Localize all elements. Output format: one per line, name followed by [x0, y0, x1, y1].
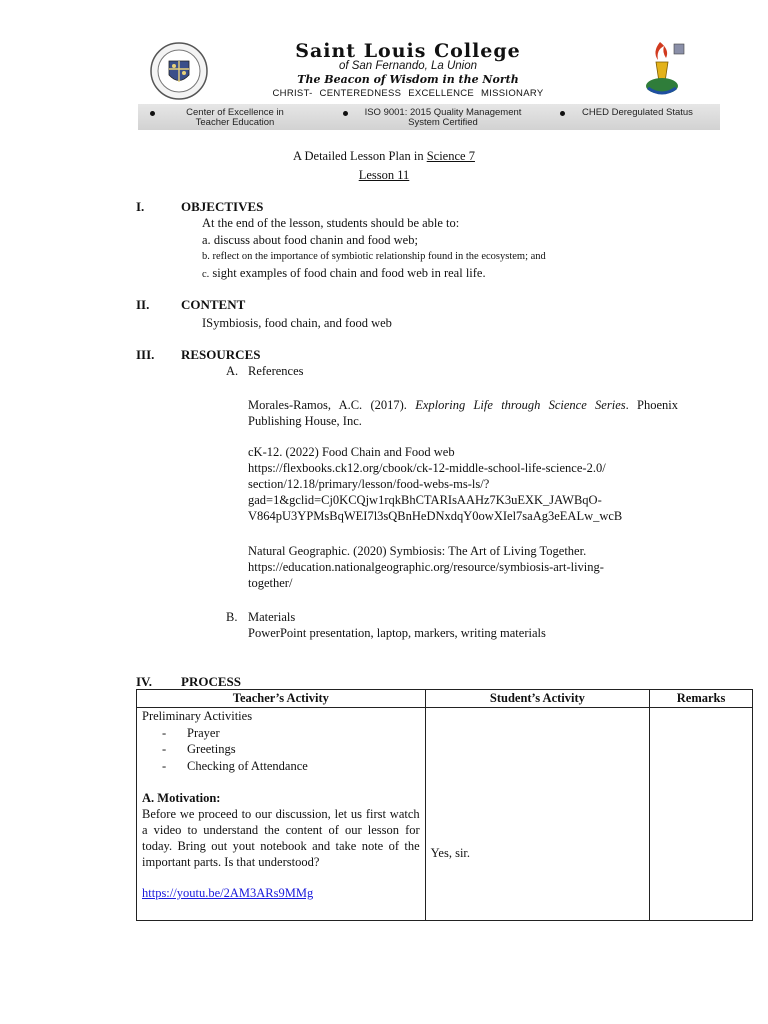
content-numeral: II.	[136, 297, 150, 312]
reference-national-geographic: Natural Geographic. (2020) Symbiosis: The Art of Living Together. https://education.nationalgeographic.org/resource/symbiosis-art-living- together/	[248, 544, 604, 590]
table-row	[137, 708, 753, 921]
student-activity-cell	[425, 708, 649, 921]
materials-title: Materials	[248, 610, 296, 624]
badge-center-of-excellence: Center of Excellence in Teacher Education	[170, 108, 300, 128]
bullet-icon	[343, 111, 348, 116]
motivation-text: Before we proceed to our discussion, let us first watch a video to understand the content of our lesson for today. Bring out yout notebook and take note of the important parts. Is that understood?	[142, 807, 420, 869]
column-header-student: Student’s Activity	[425, 690, 649, 708]
college-core-values: CHRIST- CENTEREDNESS EXCELLENCE MISSIONARY	[272, 88, 544, 99]
references-label: A.	[226, 364, 239, 378]
video-link[interactable]: https://youtu.be/2AM3ARs9MMg	[142, 886, 314, 900]
list-item: - Prayer	[162, 725, 220, 740]
lesson-plan-title: A Detailed Lesson Plan in Science 7	[293, 149, 475, 163]
objective-item: a. discuss about food chanin and food web;	[202, 233, 418, 247]
school-seal-logo	[150, 42, 208, 100]
bullet-icon	[560, 111, 565, 116]
torch-emblem-logo	[634, 38, 690, 102]
references-title: References	[248, 364, 304, 378]
content-topics: ISymbiosis, food chain, and food web	[202, 316, 392, 330]
badge-ched-status: CHED Deregulated Status	[580, 108, 695, 118]
materials-label: B.	[226, 610, 238, 624]
process-heading: PROCESS	[181, 674, 241, 689]
subject-name: Science 7	[426, 149, 475, 163]
objectives-intro: At the end of the lesson, students should be able to:	[202, 216, 460, 230]
resources-numeral: III.	[136, 347, 155, 362]
preliminary-activities-label: Preliminary Activities	[142, 709, 253, 723]
column-header-teacher: Teacher’s Activity	[137, 690, 426, 708]
process-table	[136, 689, 753, 921]
lesson-number: Lesson 11	[358, 168, 410, 182]
college-name: Saint Louis College	[295, 40, 521, 62]
badge-iso-certified: ISO 9001: 2015 Quality Management System Certified	[363, 108, 523, 128]
objective-item: b. reflect on the importance of symbiotic relationship found in the ecosystem; and	[202, 251, 546, 262]
column-header-remarks: Remarks	[650, 690, 753, 708]
remarks-cell	[650, 708, 753, 921]
reference-ck12: cK-12. (2022) Food Chain and Food web https://flexbooks.ck12.org/cbook/ck-12-middle-school-life-science-2.0/ section/12.18/primary/lesson/food-webs-ms-ls/? gad=1&gclid=Cj0KCQjw1rqkBhCTARIsAAHz7K3uEXK_JAWBqO- V864pU3YPMsBqWEI7l3sQBnHeDNxdqY0owXIel7saAg3eEALw_wcB	[248, 445, 623, 523]
table-header-row	[137, 690, 753, 708]
college-motto: The Beacon of Wisdom in the North	[297, 73, 519, 86]
student-response: Yes, sir.	[430, 846, 471, 860]
reference-morales-ramos: Morales-Ramos, A.C. (2017). Exploring Life through Science Series. Phoenix Publishing House, Inc.	[248, 398, 678, 428]
objectives-heading: OBJECTIVES	[181, 199, 264, 214]
content-heading: CONTENT	[181, 297, 246, 312]
bullet-icon	[150, 111, 155, 116]
process-numeral: IV.	[136, 674, 153, 689]
accreditation-strip	[138, 104, 720, 130]
teacher-activity-cell	[137, 708, 426, 921]
objectives-numeral: I.	[136, 199, 145, 214]
materials-list: PowerPoint presentation, laptop, markers, writing materials	[248, 626, 546, 640]
list-item: - Checking of Attendance	[162, 758, 308, 773]
objective-item: c. sight examples of food chain and food web in real life.	[202, 266, 486, 280]
list-item: - Greetings	[162, 742, 236, 756]
resources-heading: RESOURCES	[181, 347, 261, 362]
motivation-heading: A. Motivation:	[142, 791, 221, 805]
college-location: of San Fernando, La Union	[338, 60, 478, 72]
